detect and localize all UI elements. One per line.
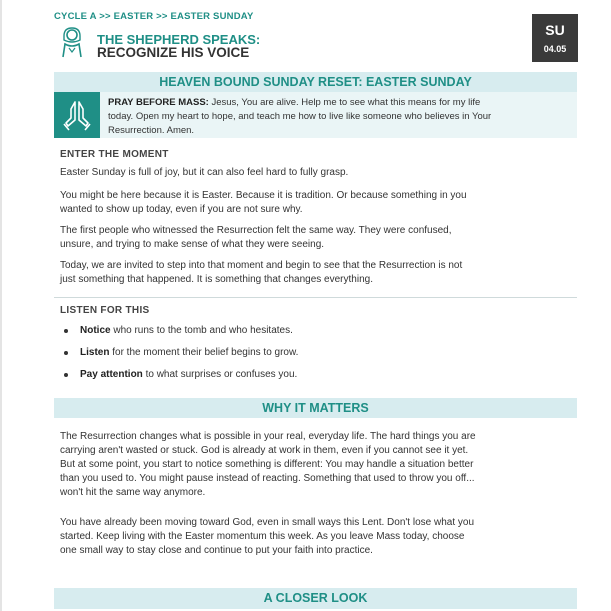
why-p2-line-2: started. Keep living with the Easter momentum this week. As you leave Mass today, choose	[60, 531, 465, 542]
why-p1-line-3: But at some point, you start to notice something is different: You may handle a situation better	[60, 459, 474, 470]
prayer-label: PRAY BEFORE MASS:	[108, 97, 209, 108]
listen-item: Listen for the moment their belief begins to grow.	[60, 346, 298, 368]
closer-look-band: A CLOSER LOOK	[54, 588, 577, 609]
why-p1-line-4: than you used to. You might pause instead of reacting. Something that used to throw you off...	[60, 473, 475, 484]
prayer-line-3: Resurrection. Amen.	[108, 125, 195, 136]
enter-moment-p3-line-1: The first people who witnessed the Resurrection felt the same way. They were confused,	[60, 225, 452, 236]
enter-moment-p2-line-1: You might be here because it is Easter. Because it is tradition. Or because something in you	[60, 190, 467, 201]
enter-moment-p3-line-2: unsure, and trying to make sense of what they were seeing.	[60, 239, 325, 250]
why-p1-line-2: carrying aren't wasted or stuck. God is already at work in them, even if you cannot see it yet.	[60, 445, 469, 456]
date-day: SU	[545, 22, 565, 38]
section-divider	[54, 297, 577, 298]
prayer-text	[108, 96, 573, 138]
enter-moment-p4	[60, 259, 572, 287]
why-p2-line-1: You have already been moving toward God, even in small ways this Lent. Don't lose what you	[60, 517, 474, 528]
page-edge	[0, 0, 2, 611]
enter-moment-p3	[60, 224, 572, 252]
prayer-line-2: today. Open my heart to hope, and teach me how to live like someone who believes in Your	[108, 111, 492, 122]
why-it-matters-band: WHY IT MATTERS	[54, 398, 577, 418]
enter-moment-p2-line-2: wanted to show up today, even if you are not sure why.	[60, 204, 303, 215]
why-p1	[60, 430, 572, 500]
why-p2	[60, 516, 572, 558]
praying-hands-icon	[54, 92, 100, 138]
why-p2-line-3: one small way to stay close and continue to put your faith into practice.	[60, 545, 373, 556]
why-p1-line-5: won't hit the same way anymore.	[60, 487, 206, 498]
listen-list	[60, 324, 298, 390]
why-p1-line-1: The Resurrection changes what is possible in your real, everyday life. The hard things you are	[60, 431, 476, 442]
enter-moment-p4-line-1: Today, we are invited to step into that moment and begin to see that the Resurrection is not	[60, 260, 463, 271]
shepherd-icon	[58, 26, 86, 58]
breadcrumb: CYCLE A >> EASTER >> EASTER SUNDAY	[54, 11, 254, 22]
prayer-icon-box	[54, 92, 100, 138]
date-number: 04.05	[543, 44, 567, 54]
enter-moment-p2	[60, 189, 572, 217]
shepherd-title: THE SHEPHERD SPEAKS:	[97, 32, 261, 47]
prayer-line-1: Jesus, You are alive. Help me to see what this means for my life	[211, 97, 481, 108]
enter-moment-heading: ENTER THE MOMENT	[60, 149, 169, 160]
listen-item: Pay attention to what surprises or confuses you.	[60, 368, 298, 390]
enter-moment-p1: Easter Sunday is full of joy, but it can also feel hard to fully grasp.	[60, 167, 349, 178]
shepherd-subtitle: RECOGNIZE HIS VOICE	[97, 45, 250, 60]
listen-heading: LISTEN FOR THIS	[60, 305, 150, 316]
reset-band-title: HEAVEN BOUND SUNDAY RESET: EASTER SUNDAY	[54, 72, 577, 92]
enter-moment-p4-line-2: just something that happened. It is something that changes everything.	[60, 274, 373, 285]
prayer-box	[54, 92, 577, 138]
date-badge	[532, 14, 578, 62]
listen-item: Notice who runs to the tomb and who hesitates.	[60, 324, 298, 346]
